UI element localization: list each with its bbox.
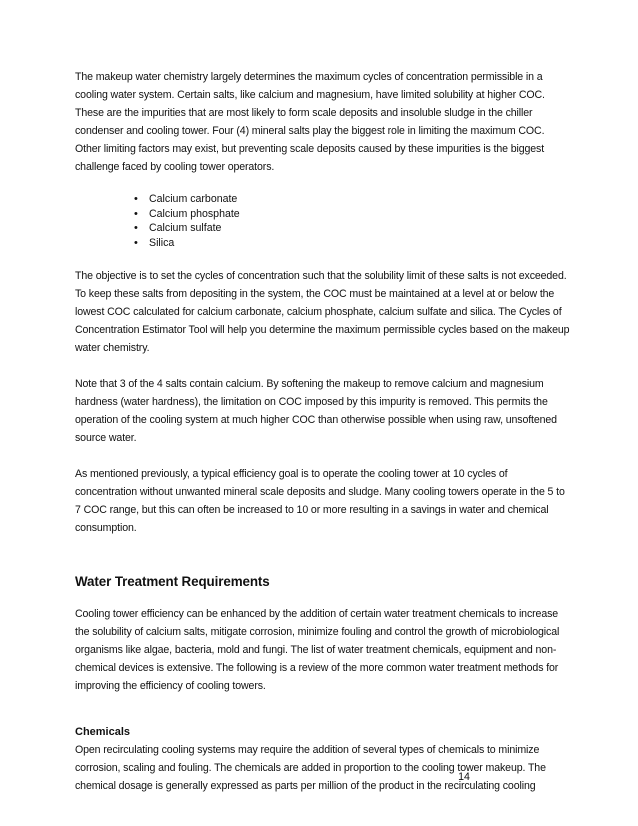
paragraph-cooling-tower-efficiency: Cooling tower efficiency can be enhanced by the addition of certain water treatment chemicals to increase the solubility of calcium salts, mitigate corrosion, minimize fouling and control the growth of microbiological organisms like algae, bacteria, mold and fungi. The list of water treatment chemicals, equipment and non-chemical devices is extensive. The following is a review of the more common water treatment methods for improving the efficiency of cooling towers.: [75, 608, 560, 692]
paragraph-efficiency-goal: As mentioned previously, a typical efficiency goal is to operate the cooling tower at 10 cycles of concentration without unwanted mineral scale deposits and sludge. Many cooling towers operate in the 5 to 7 COC range, but this can often be increased to 10 or more resulting in a savings in water and chemical consumption.: [75, 468, 565, 534]
paragraph-objective: The objective is to set the cycles of concentration such that the solubility limit of these salts is not exceeded. To keep these salts from depositing in the system, the COC must be maintained at a level at or below the lowest COC calculated for calcium carbonate, calcium phosphate, calcium sulfate and silica. The Cycles of Concentration Estimator Tool will help you determine the maximum permissible cycles based on the makeup water chemistry.: [75, 270, 570, 354]
list-item-calcium-carbonate: • Calcium carbonate: [134, 192, 571, 207]
page-number: 14: [458, 771, 470, 783]
list-item-silica: • Silica: [134, 236, 571, 251]
limiting-salts-list: [75, 192, 571, 250]
paragraph-softening-note: Note that 3 of the 4 salts contain calcium. By softening the makeup to remove calcium and magnesium hardness (water hardness), the limitation on COC imposed by this impurity is removed. This permits the operation of the cooling system at much higher COC than otherwise possible when using raw, unsoftened source water.: [75, 378, 557, 444]
paragraph-open-recirculating: Open recirculating cooling systems may require the addition of several types of chemicals to minimize corrosion, scaling and fouling. The chemicals are added in proportion to the cooling tower makeup. The chemical dosage is generally expressed as parts per million of the product in the recirculating cooling: [75, 744, 546, 792]
list-item-calcium-sulfate: • Calcium sulfate: [134, 221, 571, 236]
list-item-calcium-phosphate: • Calcium phosphate: [134, 207, 571, 222]
paragraph-makeup-water-chemistry: The makeup water chemistry largely determines the maximum cycles of concentration permissible in a cooling water system. Certain salts, like calcium and magnesium, have limited solubility at higher COC. These are the impurities that are most likely to form scale deposits and insoluble sludge in the chiller condenser and cooling tower. Four (4) mineral salts play the biggest role in limiting the maximum COC. Other limiting factors may exist, but preventing scale deposits caused by these impurities is the biggest challenge faced by cooling tower operators.: [75, 71, 545, 173]
heading-water-treatment-requirements: Water Treatment Requirements: [75, 574, 270, 589]
page-body: [75, 68, 571, 795]
heading-chemicals: Chemicals: [75, 726, 131, 738]
